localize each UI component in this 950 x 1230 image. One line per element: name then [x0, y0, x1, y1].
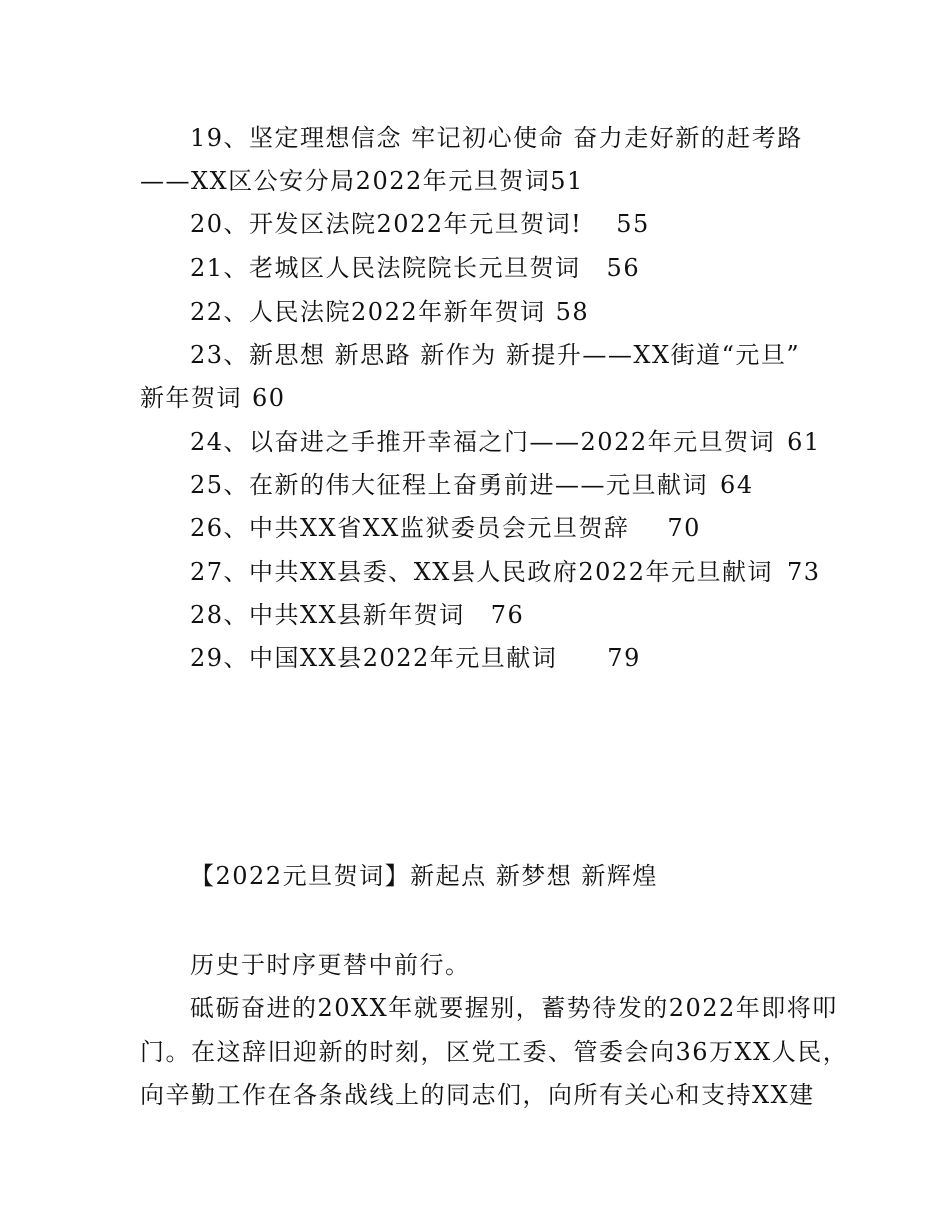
toc-page-number: 70: [667, 514, 701, 542]
toc-entry: [190, 422, 821, 462]
toc-page-number: 56: [606, 254, 641, 282]
toc-page-number: 64: [720, 471, 754, 499]
toc-label: 21、老城区人民法院院长元旦贺词: [190, 254, 581, 282]
toc-label: 20、开发区法院2022年元旦贺词!: [190, 210, 583, 238]
toc-label: 29、中国XX县2022年元旦献词: [190, 644, 558, 672]
toc-entry: [190, 292, 589, 332]
toc-entry: [190, 595, 524, 635]
body-paragraph-line: 历史于时序更替中前行。: [190, 951, 471, 979]
body-paragraph-line: 向辛勤工作在各条战线上的同志们，向所有关心和支持XX建: [140, 1081, 815, 1109]
toc-entry: [190, 248, 640, 288]
toc-label: 25、在新的伟大征程上奋勇前进——元旦献词: [190, 471, 709, 499]
toc-label: 27、中共XX县委、XX县人民政府2022年元旦献词: [190, 558, 773, 586]
toc-page-number: 58: [555, 298, 590, 326]
toc-label: 23、新思想 新思路 新作为 新提升——XX街道“元旦”: [190, 341, 801, 369]
toc-page-number: 73: [786, 558, 821, 586]
toc-label: 新年贺词: [140, 384, 242, 412]
toc-label: 26、中共XX省XX监狱委员会元旦贺辞: [190, 514, 630, 542]
toc-entry: [140, 378, 286, 418]
toc-label: 19、坚定理想信念 牢记初心使命 奋力走好新的赶考路: [190, 124, 803, 152]
toc-page-number: 76: [490, 601, 525, 629]
toc-label: 28、中共XX县新年贺词: [190, 601, 465, 629]
toc-entry: [190, 118, 803, 158]
toc-label: 22、人民法院2022年新年贺词: [190, 298, 546, 326]
section-title: 【2022元旦贺词】新起点 新梦想 新辉煌: [190, 862, 658, 890]
toc-entry: [190, 204, 650, 244]
toc-label: 24、以奋进之手推开幸福之门——2022年元旦贺词: [190, 428, 776, 456]
toc-entry: [190, 638, 641, 678]
toc-entry: [190, 552, 821, 592]
body-paragraph-line: 门。在这辞旧迎新的时刻，区党工委、管委会向36万XX人民，: [140, 1038, 849, 1066]
toc-page-number: 55: [616, 210, 650, 238]
body-paragraph-line: 砥砺奋进的20XX年就要握别，蓄势待发的2022年即将叩: [190, 994, 838, 1022]
toc-page-number: 60: [252, 384, 286, 412]
toc-entry: [140, 161, 584, 201]
toc-page-number: 79: [607, 644, 641, 672]
toc-entry: [190, 508, 701, 548]
toc-label: ——XX区公安分局2022年元旦贺词51: [140, 167, 584, 195]
toc-page-number: 61: [787, 428, 821, 456]
toc-entry: [190, 465, 754, 505]
toc-entry: [190, 335, 800, 375]
